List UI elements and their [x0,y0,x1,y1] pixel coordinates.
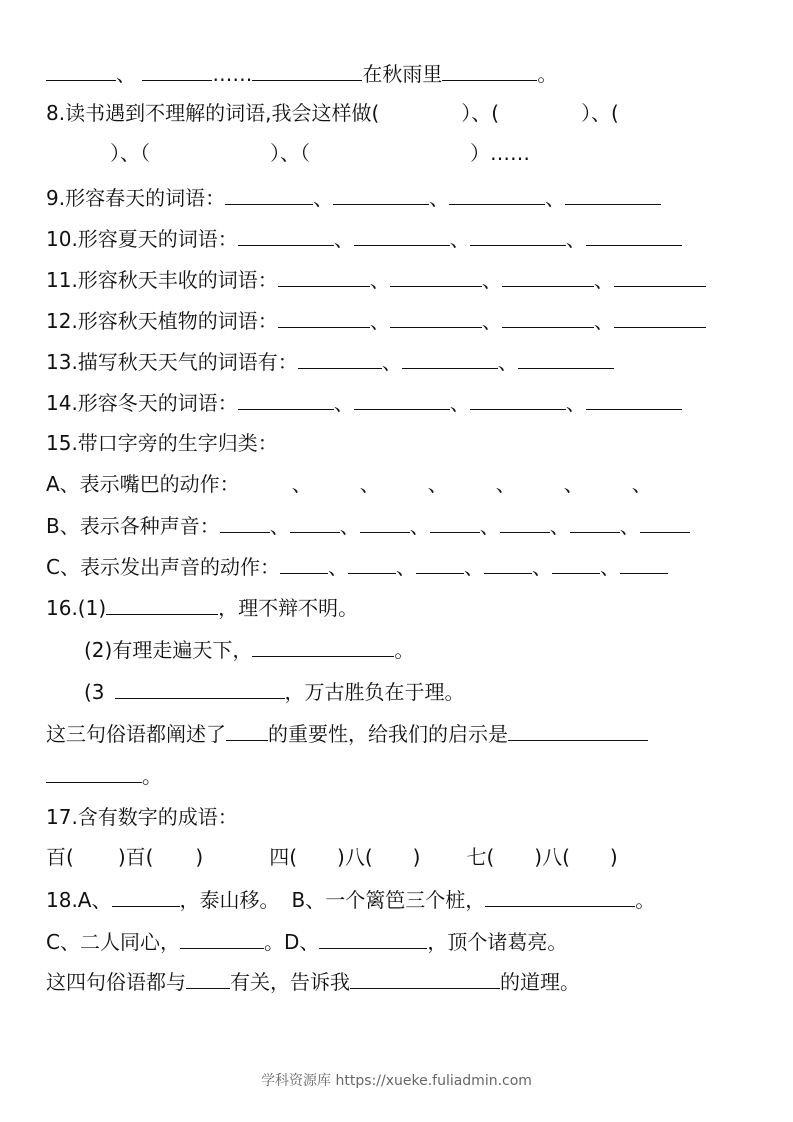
sep: 、 [599,555,620,579]
q18-part: B、一个篱笆三个桩， [291,888,486,912]
answer-blank[interactable] [348,551,396,574]
question-17-text: 17.含有数字的成语： [46,805,238,829]
question-18 [46,884,655,914]
idiom-part: ) [609,845,618,869]
summary-c: 的道理。 [500,970,580,994]
sep: 、 [619,514,640,538]
paren: ）、（ [270,141,310,165]
answer-blank[interactable] [502,264,594,287]
question-14-text: 14.形容冬天的词语： [46,391,238,415]
question-8-text: 8.读书遇到不理解的词语,我会这样做( [46,101,380,125]
sep: 、 [631,472,652,496]
answer-blank[interactable] [225,182,313,205]
answer-blank[interactable] [484,551,532,574]
question-12 [46,305,706,335]
answer-blank[interactable] [552,551,600,574]
answer-blank[interactable] [290,510,340,533]
paren: ）…… [470,141,530,165]
question-15a-text: A、表示嘴巴的动作： [46,472,240,496]
answer-blank[interactable] [106,592,218,615]
sep: 、 [429,186,450,210]
q18-part: ，泰山移。 [179,888,280,912]
answer-blank[interactable] [449,182,545,205]
answer-blank[interactable] [500,510,550,533]
answer-blank[interactable] [226,718,268,741]
q18-part: ，顶个诸葛亮。 [427,930,568,954]
sep: 、 [427,472,448,496]
answer-blank[interactable] [508,718,648,741]
answer-blank[interactable] [570,510,620,533]
sep: 、 [291,472,312,496]
answer-blank[interactable] [180,926,264,949]
answer-blank[interactable] [280,551,328,574]
question-16-3-tail: ，万古胜负在于理。 [284,680,465,704]
answer-blank[interactable] [485,884,635,907]
answer-blank[interactable] [186,966,230,989]
sep: 、 [327,555,348,579]
question-17-idioms [46,842,618,872]
sep: 、 [593,309,614,333]
sep: 、 [497,350,518,374]
question-16-tail: ，理不辩不明。 [218,596,359,620]
idiom-part: ) [195,845,204,869]
sep: 、 [269,514,290,538]
question-15a [46,469,652,499]
sep: 、 [409,514,430,538]
line-end: 。 [394,638,415,662]
answer-blank[interactable] [390,264,482,287]
answer-blank[interactable] [46,760,142,783]
question-14 [46,387,682,417]
sep: 、 [395,555,416,579]
idiom-part: )八( [337,845,373,869]
line-tail: 在秋雨里 [362,62,443,86]
idiom-part: 四( [269,845,298,869]
question-12-text: 12.形容秋天植物的词语： [46,309,278,333]
sep: 、 [339,514,360,538]
answer-blank[interactable] [614,264,706,287]
ellipsis: …… [212,62,253,86]
answer-blank[interactable] [614,305,706,328]
answer-blank[interactable] [238,223,334,246]
footer-watermark: 学科资源库 https://xueke.fuliadmin.com [261,1073,532,1089]
question-8-cont [110,138,530,168]
question-16 [46,592,358,622]
question-16-summary-cont [46,760,162,790]
question-13 [46,346,614,376]
answer-blank[interactable] [354,387,450,410]
question-13-text: 13.描写秋天天气的词语有： [46,350,298,374]
q18-part: 18.A、 [46,888,112,912]
question-15c-text: C、表示发出声音的动作： [46,555,280,579]
paren: ）、( [461,101,500,125]
answer-blank[interactable] [238,387,334,410]
idiom-part: )八( [534,845,570,869]
answer-blank[interactable] [586,223,682,246]
question-11-text: 11.形容秋天丰收的词语： [46,268,278,292]
sep: 、 [495,472,516,496]
answer-blank[interactable] [278,305,370,328]
paren: ）、（ [110,141,150,165]
sep: 、 [463,555,484,579]
question-15c [46,551,668,581]
sep: 、 [333,227,354,251]
sep: 、 [381,350,402,374]
answer-blank[interactable] [640,510,690,533]
answer-blank[interactable] [142,58,212,81]
summary-a: 这三句俗语都阐述了 [46,722,226,746]
sep: 、 [369,309,390,333]
question-9-text: 9.形容春天的词语： [46,186,226,210]
idiom-part: )百( [117,845,154,869]
answer-blank[interactable] [430,510,480,533]
sep: 、 [449,391,470,415]
answer-blank[interactable] [565,182,661,205]
answer-blank[interactable] [518,346,614,369]
line-end: 。 [142,764,162,788]
summary-b: 有关，告诉我 [230,970,350,994]
answer-blank[interactable] [298,346,382,369]
line-continuation [46,58,557,88]
answer-blank[interactable] [278,264,370,287]
question-16-2 [84,634,414,664]
summary-a: 这四句俗语都与 [46,970,186,994]
q18-part: 。D、 [263,930,320,954]
sep: 、 [565,227,586,251]
answer-blank[interactable] [46,58,116,81]
answer-blank[interactable] [360,510,410,533]
question-11 [46,264,706,294]
answer-blank[interactable] [220,510,270,533]
idiom-part: 七( [466,845,495,869]
question-15 [46,428,278,458]
answer-blank[interactable] [350,966,500,989]
sep: 、 [116,62,136,86]
sep: 、 [369,268,390,292]
answer-blank[interactable] [252,58,362,81]
answer-blank[interactable] [390,305,482,328]
sep: 、 [449,227,470,251]
sep: 、 [333,391,354,415]
question-15-text: 15.带口字旁的生字归类： [46,431,278,455]
paren: ）、( [581,101,619,125]
answer-blank[interactable] [115,676,285,699]
summary-b: 的重要性，给我们的启示是 [268,722,508,746]
answer-blank[interactable] [112,884,180,907]
line-end: 。 [537,62,558,86]
answer-blank[interactable] [402,346,498,369]
answer-blank[interactable] [416,551,464,574]
question-16-3-prefix: (3 [84,680,105,704]
q18-part: C、二人同心， [46,930,180,954]
answer-blank[interactable] [442,58,537,81]
question-18-summary [46,966,580,996]
question-18-cd [46,926,567,956]
question-9 [46,182,661,212]
answer-blank[interactable] [470,223,566,246]
sep: 、 [481,268,502,292]
question-10 [46,223,682,253]
idiom-part: ) [412,845,421,869]
sep: 、 [563,472,584,496]
answer-blank[interactable] [333,182,429,205]
answer-blank[interactable] [586,387,682,410]
question-16-3 [84,676,465,706]
idiom-part: 百( [46,845,74,869]
sep: 、 [479,514,500,538]
answer-blank[interactable] [319,926,427,949]
answer-blank[interactable] [470,387,566,410]
answer-blank[interactable] [252,634,394,657]
answer-blank[interactable] [502,305,594,328]
sep: 、 [565,391,586,415]
question-16-2-prefix: (2)有理走遍天下， [84,638,253,662]
sep: 、 [313,186,334,210]
question-16-summary [46,718,648,748]
question-17 [46,802,238,832]
sep: 、 [359,472,380,496]
question-10-text: 10.形容夏天的词语： [46,227,238,251]
answer-blank[interactable] [354,223,450,246]
question-15b-text: B、表示各种声音： [46,514,220,538]
question-16-prefix: 16.(1) [46,596,107,620]
answer-blank[interactable] [620,551,668,574]
line-end: 。 [635,888,656,912]
sep: 、 [545,186,566,210]
sep: 、 [531,555,552,579]
question-15b [46,510,690,540]
sep: 、 [549,514,570,538]
sep: 、 [481,309,502,333]
question-8 [46,98,619,128]
sep: 、 [593,268,614,292]
